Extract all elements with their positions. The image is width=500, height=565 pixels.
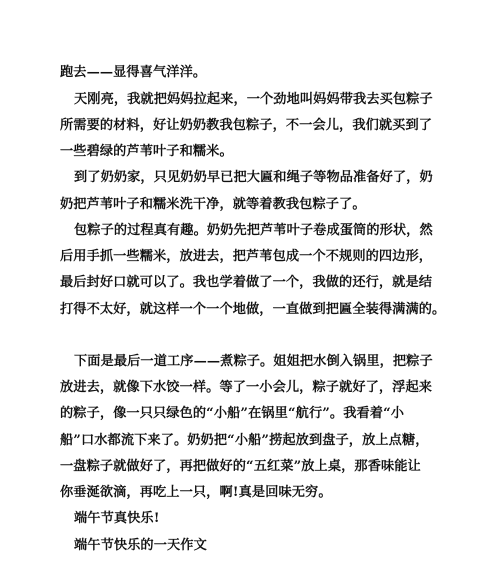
text-line: 你垂涎欲滴，再吃上一只，啊!真是回味无穷。	[60, 485, 332, 500]
text-line: 的粽子，像一只只绿色的“小船”在锅里“航行”。我看着“小	[60, 406, 405, 421]
text-line: 船”口水都流下来了。奶奶把“小船”捞起放到盘子，放上点糖，	[60, 433, 429, 448]
text-line: 奶把芦苇叶子和糯米洗干净，就等着教我包粽子了。	[60, 197, 366, 212]
text-line: 放进去，就像下水饺一样。等了一小会儿，粽子就好了，浮起来	[60, 380, 433, 395]
text-line: 下面是最后一道工序——煮粽子。姐姐把水倒入锅里，把粽子	[74, 354, 433, 369]
text-line: 到了奶奶家，只见奶奶早已把大匾和绳子等物品准备好了，奶	[74, 170, 433, 185]
text-line: 一些碧绿的芦苇叶子和糯米。	[60, 144, 233, 159]
text-line: 后用手抓一些糯米，放进去，把芦苇包成一个不规则的四边形，	[60, 249, 433, 264]
text-line: 所需要的材料，好让奶奶教我包粽子，不一会儿，我们就买到了	[60, 118, 433, 133]
text-line: 天刚亮，我就把妈妈拉起来，一个劲地叫妈妈带我去买包粽子	[74, 92, 433, 107]
text-line: 最后封好口就可以了。我也学着做了一个，我做的还行，就是结	[60, 275, 433, 290]
text-line: 一盘粽子就做好了，再把做好的“五红菜”放上桌，那香味能让	[60, 459, 421, 474]
text-line: 包粽子的过程真有趣。奶奶先把芦苇叶子卷成蛋筒的形状，然	[74, 223, 433, 238]
text-line: 端午节快乐的一天作文	[74, 538, 207, 553]
text-line: 跑去——显得喜气洋洋。	[60, 65, 207, 80]
text-line: 端午节真快乐!	[74, 511, 160, 526]
text-line: 打得不太好，就这样一个一个地做，一直做到把匾全装得满满的。	[60, 302, 446, 317]
